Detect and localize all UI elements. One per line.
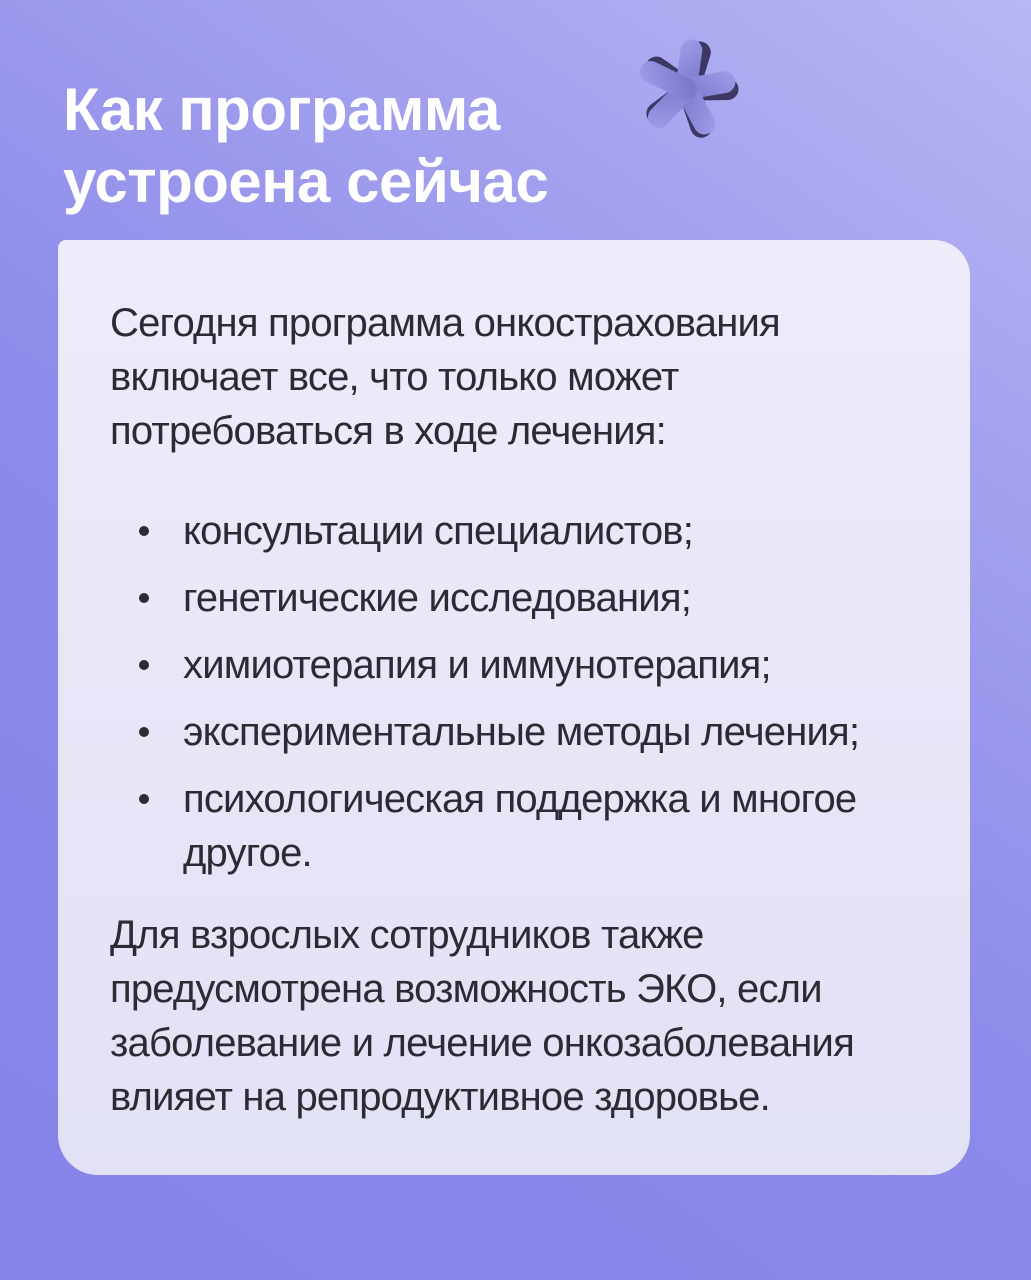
bullet-list bbox=[110, 504, 915, 880]
content-card bbox=[58, 240, 970, 1175]
bullet-text: генетические исследования; bbox=[183, 576, 692, 620]
bullet-dot-icon bbox=[139, 660, 149, 670]
bullet-item bbox=[110, 772, 915, 880]
bullet-dot-icon bbox=[139, 727, 149, 737]
bullet-dot-icon bbox=[139, 794, 149, 804]
bullet-text: консультации специалистов; bbox=[183, 509, 694, 553]
bullet-text: экспериментальные методы лечения; bbox=[183, 710, 860, 754]
bullet-dot-icon bbox=[139, 526, 149, 536]
page-title-line-1: Как программа bbox=[63, 76, 500, 143]
bullet-item bbox=[110, 504, 915, 558]
asterisk-logo-icon bbox=[626, 24, 746, 154]
bullet-dot-icon bbox=[139, 593, 149, 603]
page-title-line-2: устроена сейчас bbox=[63, 148, 549, 215]
bullet-text: химиотерапия и иммунотерапия; bbox=[183, 643, 771, 687]
intro-paragraph: Сегодня программа онкострахования включает все, что только может потребоваться в ходе лечения: bbox=[110, 301, 780, 453]
bullet-item bbox=[110, 638, 915, 692]
outro-paragraph: Для взрослых сотрудников также предусмотрена возможность ЭКО, если заболевание и лечение онкозаболевания влияет на репродуктивное здоровье. bbox=[110, 913, 854, 1119]
bullet-text: психологическая поддержка и многое другое. bbox=[183, 777, 857, 875]
page-title bbox=[63, 74, 548, 218]
bullet-item bbox=[110, 705, 915, 759]
bullet-item bbox=[110, 571, 915, 625]
